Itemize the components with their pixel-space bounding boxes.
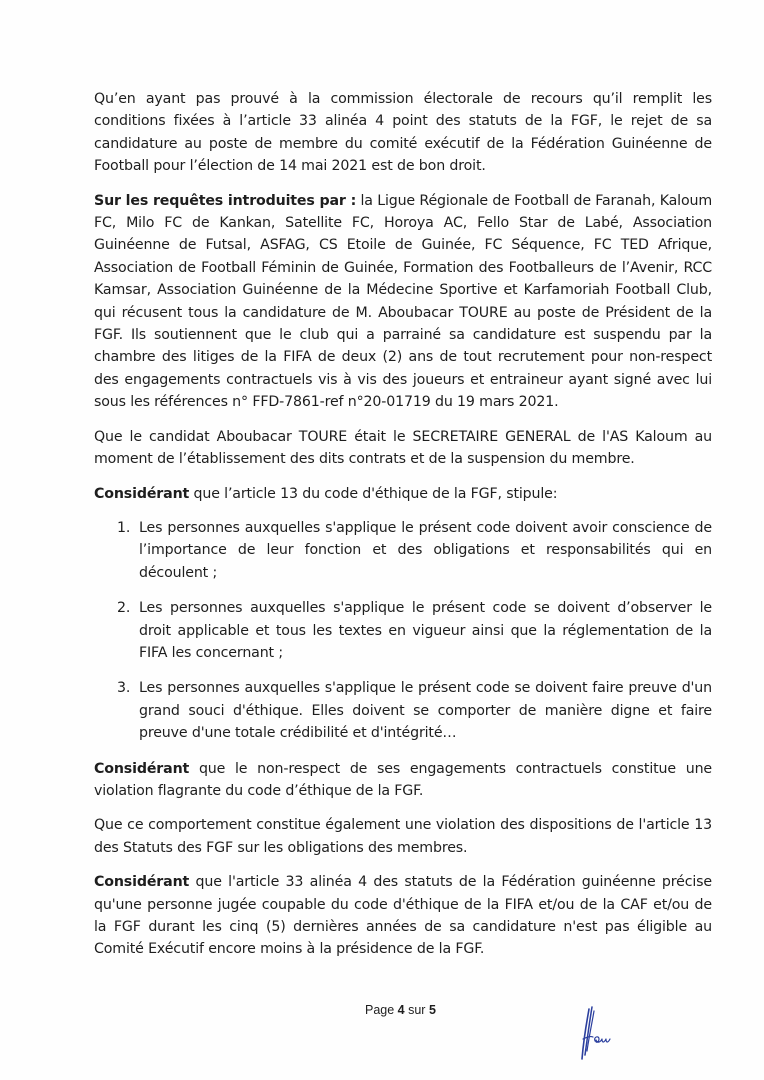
paragraph-requests xyxy=(94,190,712,414)
paragraph-lead-bold: Sur les requêtes introduites par : xyxy=(94,192,357,209)
paragraph-lead-bold: Considérant xyxy=(94,760,190,777)
list-number: 1. xyxy=(117,519,131,536)
paragraph-text: que l'article 33 alinéa 4 des statuts de la Fédération guinéenne précise qu'une personne jugée coupable du code d'éthique de la FIFA et/ou de la CAF et/ou de la FGF durant les cinq (5) dernières années de sa candidature n'est pas éligible au Comité Exécutif encore moins à la présidence de la FGF. xyxy=(94,874,712,958)
total-pages: 5 xyxy=(428,1003,436,1017)
list-item xyxy=(94,677,712,744)
paragraph-statutes-violation: Que ce comportement constitue également une violation des dispositions de l'article 13 des Statuts des FGF sur les obligations des membres. xyxy=(94,817,712,856)
current-page: 4 xyxy=(397,1003,405,1017)
paragraph-text: la Ligue Régionale de Football de Faranah, Kaloum FC, Milo FC de Kankan, Satellite FC, Horoya AC, Fello Star de Labé, Association Guinéenne de Futsal, ASFAG, CS Etoile de Guinée, FC Séquence, FC TED Afrique, Association de Football Féminin de Guinée, Formation des Footballeurs de l’Avenir, RCC Kamsar, Association Guinéenne de la Médecine Sportive et Karfamoriah Football Club, qui récusent tous la candidature de M. Aboubacar TOURE au poste de Président de la FGF. Ils soutiennent que le club qui a parrainé sa candidature est suspendu par la chambre des litiges de la FIFA de deux (2) ans de tout recrutement pour non-respect des engagements contractuels vis à vis des joueurs et entraineur ayant signé avec lui sous les références n° FFD-7861-ref n°20-01719 du 19 mars 2021. xyxy=(94,192,713,411)
list-text: Les personnes auxquelles s'applique le présent code se doivent d’observer le droit applicable et tous les textes en vigueur ainsi que la réglementation de la FIFA les concernant ; xyxy=(139,600,712,661)
list-number: 3. xyxy=(117,680,131,697)
paragraph-considering-article-13 xyxy=(94,483,712,505)
list-item xyxy=(94,597,712,664)
paragraph-secretary-general: Que le candidat Aboubacar TOURE était le SECRETAIRE GENERAL de l'AS Kaloum au moment de l’établissement des dits contrats et de la suspension du membre. xyxy=(94,428,712,468)
list-text: Les personnes auxquelles s'applique le présent code doivent avoir conscience de l’importance de leur fonction et des obligations et responsabilités qui en découlent ; xyxy=(139,519,712,581)
paragraph-lead-bold: Considérant xyxy=(94,485,190,502)
handwritten-signature-icon xyxy=(575,1003,625,1063)
page-label: Page xyxy=(365,1003,398,1017)
list-number: 2. xyxy=(117,600,131,617)
paragraph-considering-article-33 xyxy=(94,871,712,961)
paragraph-text: que l’article 13 du code d'éthique de la FGF, stipule: xyxy=(189,485,558,502)
list-text: Les personnes auxquelles s'applique le présent code se doivent faire preuve d'un grand souci d'éthique. Elles doivent se comporter de manière digne et faire preuve d'une totale crédibilité et d'intégrité… xyxy=(139,680,712,742)
document-body xyxy=(94,88,712,973)
page-number xyxy=(365,1003,436,1017)
paragraph-lead-bold: Considérant xyxy=(94,874,190,891)
page-sur-label: sur xyxy=(404,1003,429,1017)
paragraph-rejection-conclusion: Qu’en ayant pas prouvé à la commission électorale de recours qu’il remplit les conditions fixées à l’article 33 alinéa 4 point des statuts de la FGF, le rejet de sa candidature au poste de membre du comité exécutif de la Fédération Guinéenne de Football pour l’élection de 14 mai 2021 est de bon droit. xyxy=(94,91,712,175)
paragraph-considering-violation xyxy=(94,758,712,803)
paragraph-text: que le non-respect de ses engagements contractuels constitue une violation flagrante du code d’éthique de la FGF. xyxy=(94,760,712,799)
ethics-code-list xyxy=(94,517,712,745)
list-item xyxy=(94,517,712,584)
